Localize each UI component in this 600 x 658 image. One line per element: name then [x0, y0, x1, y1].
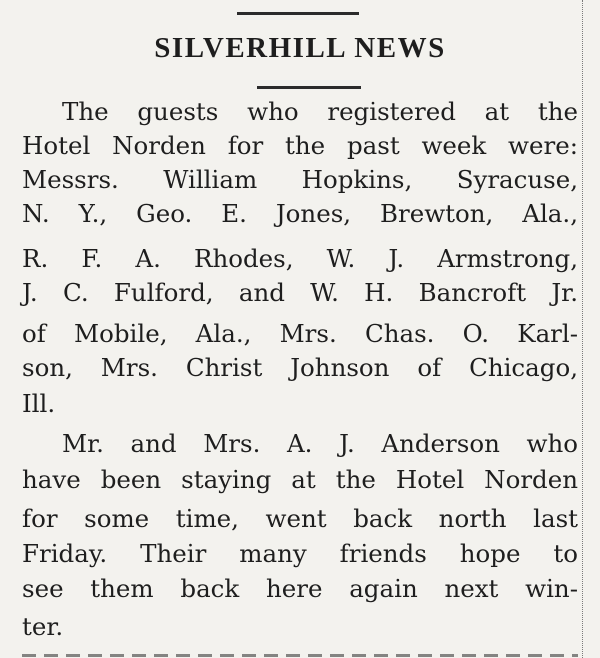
text-line: ter.: [22, 612, 64, 641]
text-line: have been staying at the Hotel Norden: [22, 465, 578, 494]
text-line: R. F. A. Rhodes, W. J. Armstrong,: [22, 244, 578, 273]
cropped-next-line: [22, 646, 578, 658]
text-line: Hotel Norden for the past week were:: [22, 131, 578, 160]
text-line: Mr. and Mrs. A. J. Anderson who: [62, 429, 578, 458]
text-line: J. C. Fulford, and W. H. Bancroft Jr.: [22, 278, 578, 307]
column-rule: [582, 0, 584, 658]
text-line: N. Y., Geo. E. Jones, Brewton, Ala.,: [22, 199, 578, 228]
text-line: see them back here again next win-: [22, 574, 578, 603]
text-line: The guests who registered at the: [62, 97, 578, 126]
headline: SILVERHILL NEWS: [154, 32, 446, 64]
text-line: of Mobile, Ala., Mrs. Chas. O. Karl-: [22, 319, 578, 348]
text-line: Ill.: [22, 389, 56, 418]
text-line: for some time, went back north last: [22, 504, 578, 533]
top-rule: [237, 12, 359, 15]
text-line: Messrs. William Hopkins, Syracuse,: [22, 165, 578, 194]
headline-rule: [257, 86, 361, 89]
text-line: son, Mrs. Christ Johnson of Chicago,: [22, 353, 578, 382]
text-line: Friday. Their many friends hope to: [22, 539, 578, 568]
